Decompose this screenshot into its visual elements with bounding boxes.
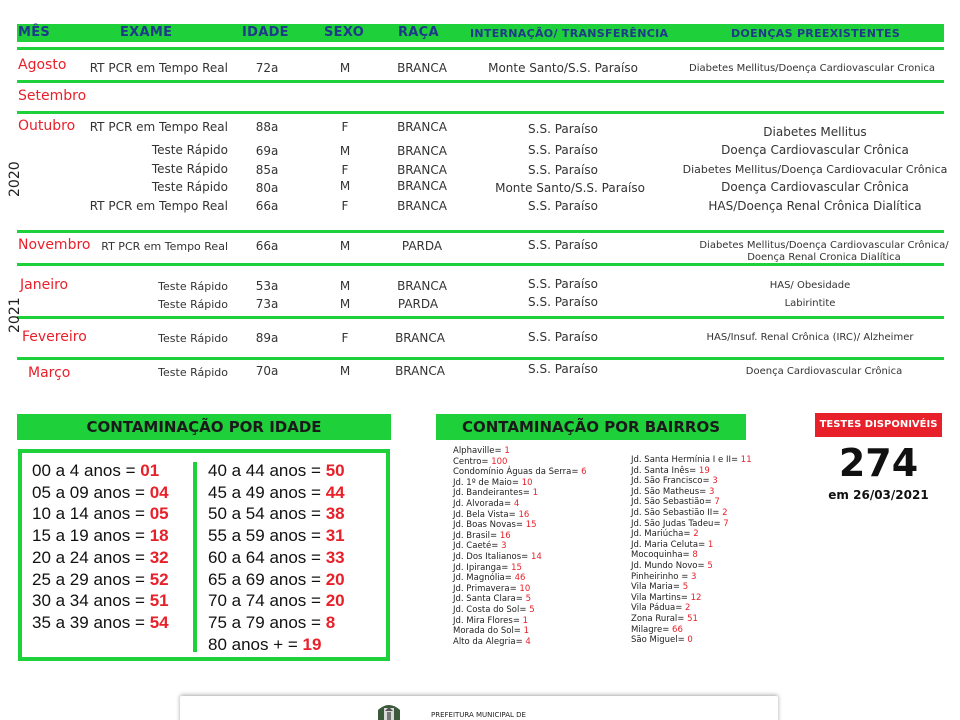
idade-row [208, 591, 345, 611]
idade-range-label: 05 a 09 anos = [32, 482, 150, 502]
bairro-count: 12 [690, 592, 702, 603]
bairro-item [453, 605, 535, 616]
month-fevereiro: Fevereiro [22, 329, 87, 345]
idade-row [208, 483, 345, 503]
idade-count-value: 20 [325, 591, 345, 611]
idade-row [32, 548, 169, 568]
idade-row [32, 591, 169, 611]
bairro-item [453, 541, 507, 552]
bairro-count: 1 [523, 626, 530, 637]
idade-count-value: 31 [325, 526, 345, 546]
header-raca: RAÇA [398, 25, 439, 40]
bairro-name: Jd. Santa Clara= [453, 594, 526, 605]
cell-sexo: F [341, 120, 349, 134]
idade-range-label: 50 a 54 anos = [208, 504, 326, 524]
bairro-name: Jd. São Francisco= [631, 476, 713, 487]
bairro-count: 10 [521, 477, 533, 488]
cell-doencas: Diabetes Mellitus [763, 125, 867, 139]
bairro-count: 11 [740, 455, 752, 465]
header-doencas: DOENÇAS PREEXISTENTES [731, 27, 901, 40]
cell-raca: BRANCA [397, 120, 447, 134]
bairro-item [453, 531, 511, 542]
bairro-name: Centro= [453, 456, 492, 467]
bairro-name: Mocoquinha= [631, 550, 693, 561]
bairro-item [631, 497, 720, 508]
bairro-name: Jd. 1º de Maio= [453, 477, 522, 488]
bairro-item [453, 488, 538, 499]
bairro-item [631, 476, 718, 487]
bairro-name: Vila Maria= [631, 582, 683, 593]
cell-exame: RT PCR em Tempo Real [89, 199, 228, 213]
cell-doencas: Doença Cardiovascular Crônica [721, 143, 909, 157]
bairro-count: 51 [687, 614, 698, 624]
bairro-name: Jd. Magnólia= [453, 573, 515, 584]
bairro-name: Jd. Primavera= [453, 583, 520, 594]
cell-doencas: HAS/Insuf. Renal Crônica (IRC)/ Alzheimer [706, 332, 914, 343]
month-agosto: Agosto [18, 57, 67, 73]
bairro-name: Jd. Brasil= [453, 530, 500, 541]
bairro-count: 5 [529, 605, 535, 615]
cell-exame: Teste Rápido [158, 332, 228, 345]
cell-internacao: Monte Santo/S.S. Paraíso [488, 61, 638, 75]
bairro-name: Jd. Santa Hermínia I e II= [631, 455, 741, 465]
cell-idade: 66a [255, 239, 279, 253]
bairro-item [631, 582, 688, 593]
bairro-name: Jd. Santa Inês= [631, 465, 699, 476]
cell-internacao: S.S. Paraíso [528, 330, 598, 344]
cell-internacao: S.S. Paraíso [528, 295, 598, 309]
cell-idade: 80a [255, 181, 279, 195]
month-outubro: Outubro [18, 118, 76, 134]
testes-count: 274 [838, 441, 919, 485]
cell-raca: BRANCA [395, 364, 445, 378]
cell-exame: RT PCR em Tempo Real [89, 120, 228, 134]
idade-range-label: 15 a 19 anos = [32, 526, 150, 546]
row-divider [17, 357, 944, 360]
bairro-item [631, 561, 713, 572]
bairro-count: 4 [525, 636, 531, 647]
idade-count-value: 33 [325, 547, 345, 567]
idade-count-value: 01 [140, 461, 160, 480]
bairro-item [453, 520, 537, 531]
testes-title: TESTES DISPONIVÉIS [815, 413, 942, 437]
bairro-name: São Miguel= [631, 635, 688, 646]
cell-idade: 69a [255, 144, 279, 158]
bairro-name: Alphaville= [453, 446, 505, 456]
cell-raca: PARDA [401, 239, 443, 253]
cell-idade: 70a [255, 364, 279, 378]
row-divider [17, 263, 944, 266]
bairro-name: Jd. Alvorada= [453, 499, 514, 509]
bairro-count: 2 [693, 529, 699, 540]
bairro-name: Jd. Ipiranga= [453, 562, 512, 573]
bairro-item [453, 594, 531, 605]
bairro-count: 7 [723, 518, 729, 529]
cell-doencas: Doença Cardiovascular Crônica [721, 180, 909, 194]
bairro-count: 5 [682, 582, 689, 593]
idade-range-label: 25 a 29 anos = [32, 569, 150, 589]
idade-row [208, 548, 345, 568]
idade-row [208, 526, 345, 546]
idade-count-value: 8 [325, 612, 336, 632]
bairro-name: Jd. Mundo Novo= [631, 561, 708, 571]
bairro-name: Jd. São Sebastião= [631, 497, 715, 508]
cell-raca: BRANCA [397, 179, 447, 193]
bairro-item [453, 637, 531, 648]
bairro-item [631, 625, 683, 636]
bairro-name: Alto da Alegria= [453, 636, 526, 647]
cell-exame: RT PCR em Tempo Real [101, 240, 228, 253]
cell-sexo: M [339, 364, 351, 378]
idade-row [32, 461, 159, 481]
bairro-item [631, 635, 693, 646]
bairro-count: 1 [504, 446, 510, 456]
cell-internacao: S.S. Paraíso [528, 238, 598, 252]
bairro-count: 16 [499, 530, 511, 541]
municipal-crest-icon [374, 702, 404, 720]
bairro-item [453, 467, 587, 478]
cell-internacao: S.S. Paraíso [528, 143, 598, 157]
bairro-item [453, 626, 529, 637]
cell-idade: 85a [255, 163, 279, 177]
idade-count-value: 04 [149, 482, 169, 502]
cell-idade: 89a [255, 331, 279, 345]
bairro-item [453, 552, 542, 563]
header-mes: MÊS [18, 25, 51, 40]
month-novembro: Novembro [18, 237, 91, 253]
bairro-item [631, 550, 698, 561]
bairro-item [453, 457, 507, 468]
year-label-2020: 2020 [7, 161, 23, 197]
bairro-count: 7 [714, 497, 720, 508]
idade-row [32, 570, 169, 590]
testes-date: em 26/03/2021 [828, 488, 929, 502]
cell-exame: Teste Rápido [151, 143, 228, 157]
idade-row [208, 635, 321, 655]
header-sexo: SEXO [324, 25, 365, 40]
cell-doencas: Labirintite [784, 298, 836, 309]
cell-internacao: S.S. Paraíso [528, 163, 598, 177]
header-internacao: INTERNAÇÃO/ TRANSFERÊNCIA [470, 27, 669, 40]
cell-sexo: F [341, 331, 349, 345]
idade-range-label: 35 a 39 anos = [32, 612, 150, 632]
idade-count-value: 19 [302, 634, 322, 654]
bairro-name: Vila Martins= [631, 592, 691, 603]
idade-range-label: 00 a 4 anos = [32, 461, 141, 480]
cell-exame: Teste Rápido [158, 366, 228, 379]
cell-exame: RT PCR em Tempo Real [89, 61, 228, 75]
idade-range-label: 80 anos + = [208, 634, 303, 654]
cell-raca: PARDA [397, 297, 439, 311]
cell-internacao: S.S. Paraíso [528, 199, 598, 213]
bairro-name: Jd. Bela Vista= [453, 509, 519, 520]
idade-range-label: 45 a 49 anos = [208, 482, 326, 502]
cell-raca: BRANCA [397, 279, 447, 293]
idade-count-value: 52 [149, 569, 169, 589]
bairro-name: Jd. Boas Novas= [453, 520, 526, 531]
idade-range-label: 75 a 79 anos = [208, 612, 326, 632]
idade-count-value: 51 [149, 591, 169, 611]
idade-row [208, 613, 335, 633]
idade-count-value: 54 [149, 612, 169, 632]
month-marco: Março [28, 365, 71, 381]
cell-sexo: F [341, 163, 349, 177]
cell-sexo: M [339, 279, 351, 293]
bairro-item [631, 466, 710, 477]
cell-doencas: Diabetes Mellitus/Doença Cardiovascular Crônica/ [699, 240, 949, 251]
bairro-count: 5 [525, 594, 531, 605]
row-divider [17, 316, 944, 319]
idade-row [208, 504, 345, 524]
bairro-name: Milagre= [631, 624, 673, 635]
bairro-item [631, 593, 701, 604]
bairros-section-title: CONTAMINAÇÃO POR BAIRROS [436, 414, 746, 440]
bairro-item [453, 616, 528, 627]
header-exame: EXAME [120, 25, 173, 40]
bairro-item [631, 540, 713, 551]
bairro-item [453, 510, 529, 521]
cell-sexo: M [339, 297, 351, 311]
cell-idade: 53a [255, 279, 279, 293]
bairro-item [453, 446, 510, 457]
idade-count-value: 50 [325, 461, 345, 480]
header-idade: IDADE [242, 25, 289, 40]
row-divider [17, 80, 944, 83]
bairro-count: 5 [707, 561, 713, 571]
bairro-count: 1 [522, 615, 529, 626]
cell-raca: BRANCA [397, 199, 447, 213]
bairro-count: 4 [513, 499, 520, 509]
bairro-name: Zona Rural= [631, 614, 688, 624]
bairro-name: Jd. Costa do Sol= [453, 605, 530, 615]
cell-sexo: M [339, 61, 351, 75]
bairro-item [631, 487, 714, 498]
bairro-name: Condomínio Águas da Serra= [453, 467, 582, 478]
cell-sexo: F [341, 199, 349, 213]
bairro-count: 66 [672, 624, 683, 635]
bairro-item [631, 603, 690, 614]
idade-range-label: 40 a 44 anos = [208, 461, 326, 480]
bairro-count: 46 [514, 573, 526, 584]
bairro-name: Morada do Sol= [453, 626, 524, 637]
cell-doencas-cont: Doença Renal Cronica Dialítica [747, 252, 901, 263]
cell-internacao: S.S. Paraíso [528, 122, 598, 136]
idade-count-value: 18 [149, 526, 169, 546]
cell-exame: Teste Rápido [151, 162, 228, 176]
cell-doencas: Diabetes Mellitus/Doença Cardiovacular Crônica [682, 163, 948, 176]
bairro-count: 19 [698, 465, 710, 476]
bairro-name: Jd. Caeté= [453, 541, 502, 552]
cell-sexo: M [339, 239, 351, 253]
bairro-item [453, 563, 522, 574]
cell-exame: Teste Rápido [158, 280, 228, 293]
bairro-item [453, 584, 530, 595]
idade-count-value: 20 [325, 569, 345, 589]
idade-range-label: 60 a 64 anos = [208, 547, 326, 567]
bairro-count: 3 [691, 571, 697, 582]
cell-idade: 73a [255, 297, 279, 311]
row-divider [17, 111, 944, 114]
bairro-count: 15 [525, 520, 537, 531]
idade-range-label: 70 a 74 anos = [208, 591, 326, 611]
idade-section-title: CONTAMINAÇÃO POR IDADE [17, 414, 391, 440]
cell-raca: BRANCA [397, 163, 447, 177]
bairro-count: 6 [581, 467, 587, 478]
bairro-count: 2 [722, 508, 728, 518]
idade-column-divider [193, 462, 197, 652]
bairro-name: Jd. São Sebastião II= [631, 508, 723, 518]
bairro-count: 3 [501, 541, 507, 552]
bairro-item [631, 455, 752, 466]
cell-doencas: HAS/ Obesidade [769, 280, 851, 291]
idade-row [32, 504, 169, 524]
bairro-item [453, 573, 525, 584]
bairro-item [631, 508, 728, 519]
idade-count-value: 44 [325, 482, 345, 502]
bairro-count: 16 [518, 509, 530, 520]
bairro-count: 1 [532, 488, 539, 499]
cell-internacao: S.S. Paraíso [528, 277, 598, 291]
idade-row [208, 570, 345, 590]
bairro-count: 0 [687, 635, 693, 646]
cell-exame: Teste Rápido [151, 180, 228, 194]
row-divider [17, 230, 944, 233]
month-janeiro: Janeiro [20, 277, 69, 293]
idade-range-label: 10 a 14 anos = [32, 504, 150, 524]
idade-range-label: 65 a 69 anos = [208, 569, 326, 589]
row-divider [17, 47, 944, 50]
idade-row [32, 483, 169, 503]
bairro-item [631, 614, 698, 625]
bairro-name: Jd. Mariúcha= [631, 529, 694, 540]
bairro-item [453, 499, 519, 510]
year-label-2021: 2021 [7, 297, 23, 333]
bairro-count: 1 [707, 539, 714, 550]
bairro-count: 15 [511, 562, 522, 573]
bairro-count: 3 [708, 486, 715, 497]
idade-count-value: 05 [149, 504, 169, 524]
month-setembro: Setembro [18, 88, 87, 104]
idade-row [208, 461, 345, 481]
bairro-name: Jd. São Matheus= [631, 486, 709, 497]
bairro-count: 2 [685, 603, 691, 614]
idade-row [32, 613, 169, 633]
bairro-item [631, 529, 699, 540]
bairro-name: Jd. Dos Italianos= [453, 552, 532, 562]
cell-doencas: HAS/Doença Renal Crônica Dialítica [708, 199, 922, 213]
idade-count-value: 32 [149, 547, 169, 567]
idade-range-label: 20 a 24 anos = [32, 547, 150, 567]
bairro-name: Jd. Mira Flores= [453, 615, 523, 626]
cell-sexo: M [339, 144, 351, 158]
idade-range-label: 30 a 34 anos = [32, 591, 150, 611]
cell-sexo: M [339, 179, 351, 193]
cell-idade: 66a [255, 199, 279, 213]
bairro-count: 8 [692, 550, 698, 561]
cell-raca: BRANCA [395, 331, 445, 345]
bairro-count: 100 [491, 456, 508, 467]
cell-raca: BRANCA [397, 144, 447, 158]
bairro-name: Pinheirinho = [631, 571, 692, 582]
bairro-name: Vila Pádua= [631, 603, 686, 614]
bairro-count: 3 [712, 476, 718, 487]
cell-exame: Teste Rápido [158, 298, 228, 311]
bairro-name: Jd. São Judas Tadeu= [631, 518, 724, 529]
bairro-item [631, 519, 729, 530]
idade-row [32, 526, 169, 546]
cell-doencas: Doença Cardiovascular Crônica [745, 366, 903, 377]
bairro-item [631, 572, 696, 583]
idade-range-label: 55 a 59 anos = [208, 526, 326, 546]
cell-raca: BRANCA [397, 61, 447, 75]
footer-text: PREFEITURA MUNICIPAL DE [431, 711, 526, 719]
bairro-name: Jd. Maria Celuta= [631, 539, 708, 550]
cell-internacao: Monte Santo/S.S. Paraíso [495, 181, 645, 195]
bairro-item [453, 478, 533, 489]
bairro-name: Jd. Bandeirantes= [453, 488, 533, 499]
bairro-count: 14 [531, 552, 542, 562]
cell-doencas: Diabetes Mellitus/Doença Cardiovascular Cronica [689, 63, 935, 74]
idade-count-value: 38 [325, 504, 345, 524]
cell-idade: 72a [255, 61, 279, 75]
cell-idade: 88a [255, 120, 279, 134]
bairro-count: 10 [519, 583, 531, 594]
cell-internacao: S.S. Paraíso [528, 362, 598, 376]
